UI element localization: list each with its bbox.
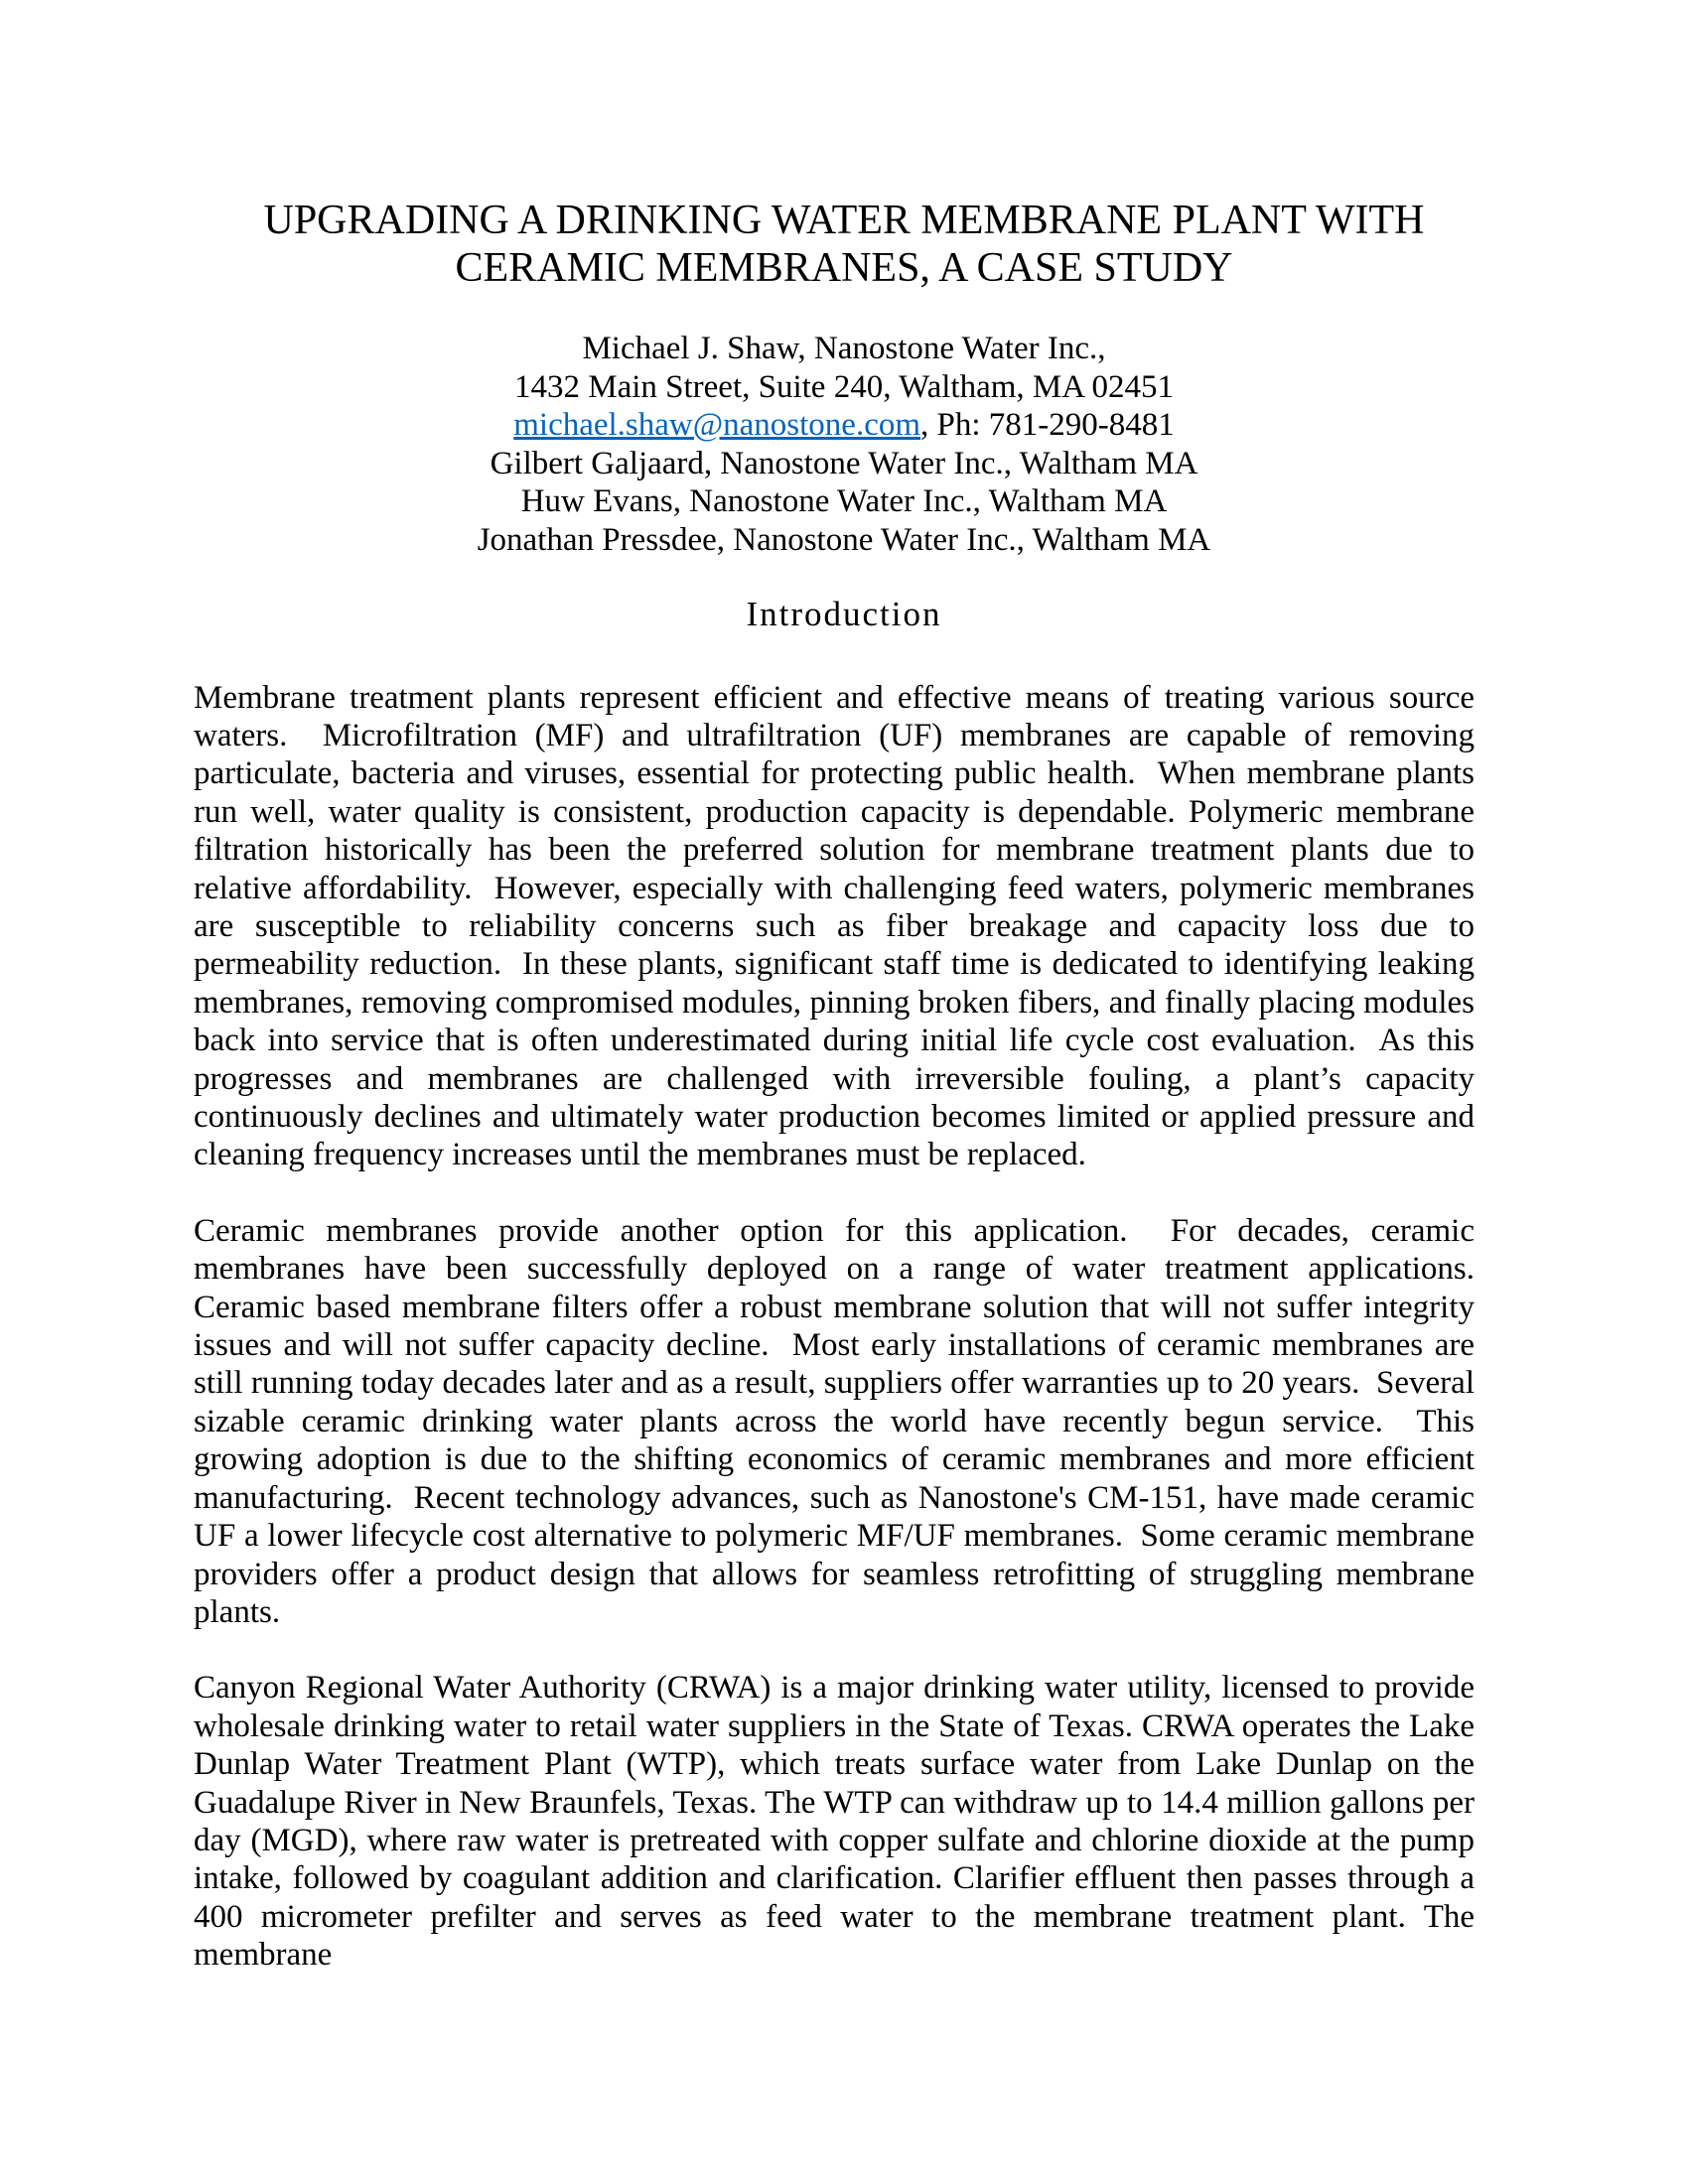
introduction-body <box>194 679 1491 1975</box>
author-address-line: 1432 Main Street, Suite 240, Waltham, MA 02451 <box>513 368 1175 405</box>
paragraph-2: Ceramic membranes provide another option for this application. For decades, ceramic membranes have been successfully deployed on a range of water treatment applications. Ceramic based membrane filters offer a robust membrane solution that will not suffer integrity issues and will not suffer capacity decline. Most early installations of ceramic membranes are still running today decades later and as a result, suppliers offer warranties up to 20 years. Several sizable ceramic drinking water plants across the world have recently begun service. This growing adoption is due to the shifting economics of ceramic membranes and more efficient manufacturing. Recent technology advances, such as Nanostone's CM-151, have made ceramic UF a lower lifecycle cost alternative to polymeric MF/UF membranes. Some ceramic membrane providers offer a product design that allows for seamless retrofitting of struggling membrane plants. <box>194 1212 1491 1630</box>
paragraph-1: Membrane treatment plants represent efficient and effective means of treating various source waters. Microfiltration (MF) and ultrafiltration (UF) membranes are capable of removing particulate, bacteria and viruses, essential for protecting public health. When membrane plants run well, water quality is consistent, production capacity is dependable. Polymeric membrane filtration historically has been the preferred solution for membrane treatment plants due to relative affordability. However, especially with challenging feed waters, polymeric membranes are susceptible to reliability concerns such as fiber breakage and capacity loss due to permeability reduction. In these plants, significant staff time is dedicated to identifying leaking membranes, removing compromised modules, pinning broken fibers, and finally placing modules back into service that is often underestimated during initial life cycle cost evaluation. As this progresses and membranes are challenged with irreversible fouling, a plant’s capacity continuously declines and ultimately water production becomes limited or applied pressure and cleaning frequency increases until the membranes must be replaced. <box>194 679 1483 1173</box>
paragraph-3: Canyon Regional Water Authority (CRWA) is a major drinking water utility, licensed to provide wholesale drinking water to retail water suppliers in the State of Texas. CRWA operates the Lake Dunlap Water Treatment Plant (WTP), which treats surface water from Lake Dunlap on the Guadalupe River in New Braunfels, Texas. The WTP can withdraw up to 14.4 million gallons per day (MGD), where raw water is pretreated with copper sulfate and chlorine dioxide at the pump intake, followed by coagulant addition and clarification. Clarifier effluent then passes through a 400 micrometer prefilter and serves as feed water to the membrane treatment plant. The membrane <box>194 1670 1483 1974</box>
paper-title-line-2: CERAMIC MEMBRANES, A CASE STUDY <box>455 245 1233 291</box>
paper-title <box>0 0 1688 292</box>
author-line-3: Huw Evans, Nanostone Water Inc., Waltham MA <box>520 483 1168 520</box>
author-contact-line <box>0 406 1688 445</box>
email-link[interactable]: michael.shaw@nanostone.com <box>513 407 921 444</box>
author-line-2: Gilbert Galjaard, Nanostone Water Inc., Waltham MA <box>490 445 1198 481</box>
phone-text: , Ph: 781-290-8481 <box>920 407 1175 444</box>
author-line-4: Jonathan Pressdee, Nanostone Water Inc., Waltham MA <box>477 521 1211 558</box>
paper-title-line-1: UPGRADING A DRINKING WATER MEMBRANE PLANT WITH <box>263 198 1425 243</box>
author-line-1: Michael J. Shaw, Nanostone Water Inc., <box>582 331 1106 366</box>
section-heading-introduction: Introduction <box>746 594 942 633</box>
author-block <box>0 330 1688 560</box>
